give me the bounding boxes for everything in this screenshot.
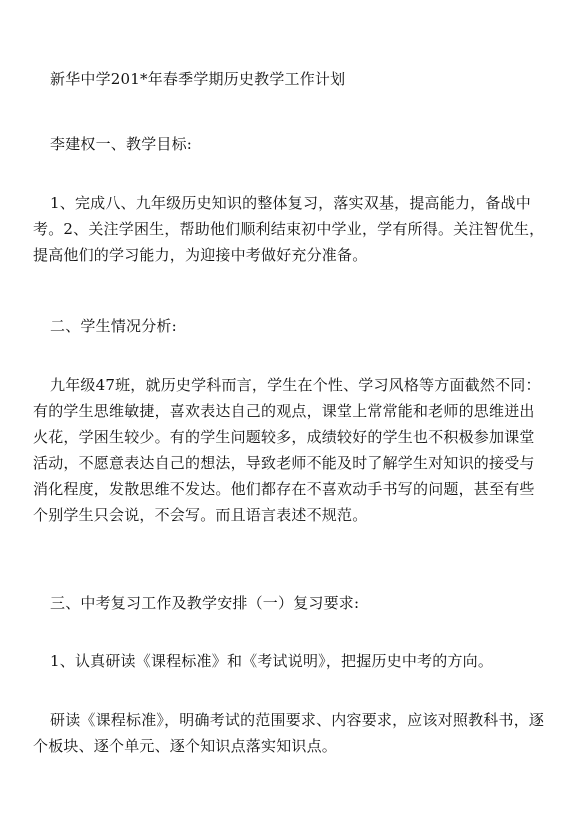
section-heading-student-analysis: 二、学生情况分析: — [50, 317, 177, 335]
paragraph-student-analysis: 九年级47班，就历史学科而言，学生在个性、学习风格等方面截然不同：有的学生思维敏捷，喜欢表达自己的观点，课堂上常常能和老师的思维迸出火花，学困生较少。有的学生问题较多，成绩较好的学生也不积极参加课堂活动，不愿意表达自己的想法，导致老师不能及时了解学生对知识的接受与消化程度，发散思维不发达。他们都存在不喜欢动手书写的问题，甚至有些个别学生只会说，不会写。而且语言表述不规范。 — [33, 376, 541, 524]
section-heading-review-plan: 三、中考复习工作及教学安排（一）复习要求: — [50, 594, 360, 612]
document-title: 新华中学201*年春季学期历史教学工作计划 — [50, 70, 346, 88]
paragraph-study-standards: 研读《课程标准》，明确考试的范围要求、内容要求，应该对照教科书，逐个板块、逐个单元、逐个知识点落实知识点。 — [33, 711, 545, 755]
section-heading-teaching-goals: 李建权一、教学目标: — [50, 135, 193, 153]
paragraph-teaching-goals: 1、完成八、九年级历史知识的整体复习，落实双基，提高能力，备战中考。2、关注学困生，帮助他们顺利结束初中学业，学有所得。关注智优生，提高他们的学习能力，为迎接中考做好充分准备。 — [33, 194, 545, 264]
list-item-study-standards: 1、认真研读《课程标准》和《考试说明》，把握历史中考的方向。 — [50, 652, 494, 670]
